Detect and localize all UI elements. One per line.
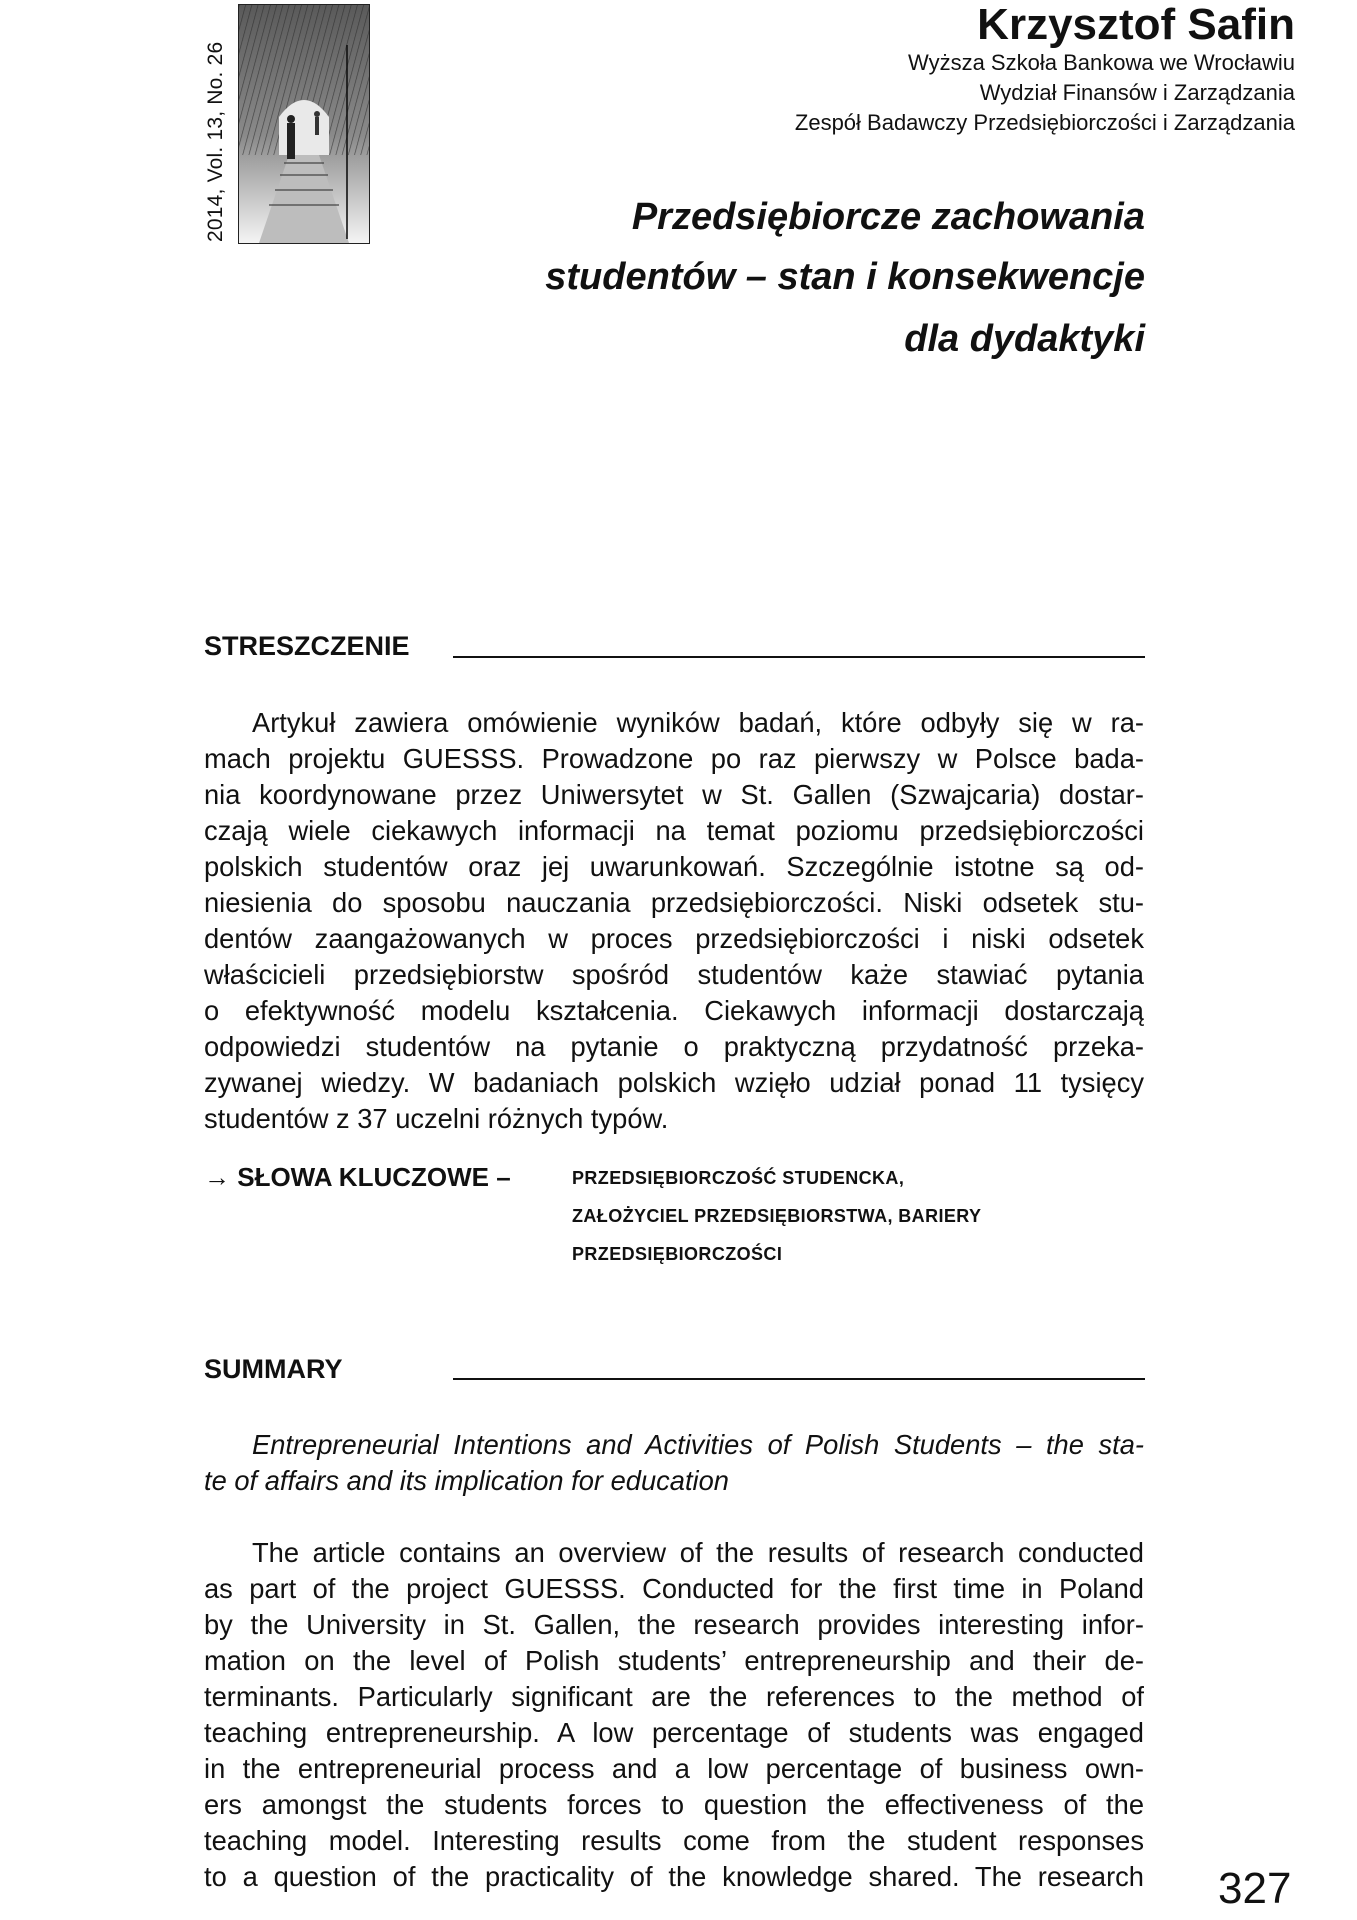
- summary-line: as part of the project GUESSS. Conducted for the first time in Poland: [204, 1573, 1144, 1604]
- article-title-line: studentów – stan i konsekwencje: [545, 256, 1145, 298]
- summary-line: teaching entrepreneurship. A low percentage of students was engaged: [204, 1717, 1144, 1748]
- summary-subtitle-line: te of affairs and its implication for education: [204, 1465, 729, 1496]
- cover-illustration: [238, 4, 370, 244]
- summary-line: mation on the level of Polish students’ entrepreneurship and their de-: [204, 1645, 1144, 1676]
- abstract-line: właścicieli przedsiębiorstw spośród studentów każe stawiać pytania: [204, 959, 1144, 990]
- affiliation-line: Wyższa Szkoła Bankowa we Wrocławiu: [908, 50, 1295, 75]
- keyword-line: PRZEDSIĘBIORCZOŚĆ STUDENCKA,: [572, 1168, 905, 1188]
- abstract-line: niesienia do sposobu nauczania przedsiębiorczości. Niski odsetek stu-: [204, 887, 1144, 918]
- keyword-line: PRZEDSIĘBIORCZOŚCI: [572, 1244, 783, 1264]
- section-heading-summary: SUMMARY: [204, 1354, 343, 1384]
- abstract-line: odpowiedzi studentów na pytanie o praktyczną przydatność przeka-: [204, 1031, 1144, 1062]
- summary-line: by the University in St. Gallen, the research provides interesting infor-: [204, 1609, 1144, 1640]
- summary-line: in the entrepreneurial process and a low percentage of business own-: [204, 1753, 1144, 1784]
- page-number: 327: [1218, 1864, 1292, 1913]
- abstract-line: dentów zaangażowanych w proces przedsiębiorczości i niski odsetek: [204, 923, 1144, 954]
- summary-line: teaching model. Interesting results come from the student responses: [204, 1825, 1144, 1856]
- summary-line: The article contains an overview of the results of research conducted: [252, 1537, 1144, 1568]
- abstract-line: polskich studentów oraz jej uwarunkowań. Szczególnie istotne są od-: [204, 851, 1144, 882]
- abstract-line: Artykuł zawiera omówienie wyników badań, które odbyły się w ra-: [252, 707, 1144, 738]
- heading-rule: [453, 1378, 1145, 1380]
- summary-line: ers amongst the students forces to question the effectiveness of the: [204, 1789, 1144, 1820]
- abstract-line: mach projektu GUESSS. Prowadzone po raz pierwszy w Polsce bada-: [204, 743, 1144, 774]
- summary-subtitle-line: Entrepreneurial Intentions and Activities of Polish Students – the sta-: [252, 1429, 1144, 1460]
- journal-volume: 2014, Vol. 13, No. 26: [204, 41, 227, 242]
- abstract-line: studentów z 37 uczelni różnych typów.: [204, 1103, 669, 1134]
- summary-line: terminants. Particularly significant are the references to the method of: [204, 1681, 1144, 1712]
- keywords-label: → SŁOWA KLUCZOWE –: [204, 1162, 511, 1192]
- abstract-line: czają wiele ciekawych informacji na temat poziomu przedsiębiorczości: [204, 815, 1144, 846]
- affiliation-line: Zespół Badawczy Przedsiębiorczości i Zarządzania: [794, 110, 1295, 135]
- abstract-line: nia koordynowane przez Uniwersytet w St. Gallen (Szwajcaria) dostar-: [204, 779, 1144, 810]
- affiliation-line: Wydział Finansów i Zarządzania: [979, 80, 1295, 105]
- keyword-line: ZAŁOŻYCIEL PRZEDSIĘBIORSTWA, BARIERY: [572, 1206, 982, 1226]
- article-title-line: Przedsiębiorcze zachowania: [631, 196, 1145, 238]
- article-title-line: dla dydaktyki: [904, 318, 1145, 360]
- section-heading-streszczenie: STRESZCZENIE: [204, 631, 410, 661]
- heading-rule: [453, 656, 1145, 658]
- author-name: Krzysztof Safin: [977, 0, 1295, 49]
- summary-line: to a question of the practicality of the knowledge shared. The research: [204, 1861, 1144, 1892]
- abstract-line: zywanej wiedzy. W badaniach polskich wzięło udział ponad 11 tysięcy: [204, 1067, 1144, 1098]
- abstract-line: o efektywność modelu kształcenia. Ciekawych informacji dostarczają: [204, 995, 1144, 1026]
